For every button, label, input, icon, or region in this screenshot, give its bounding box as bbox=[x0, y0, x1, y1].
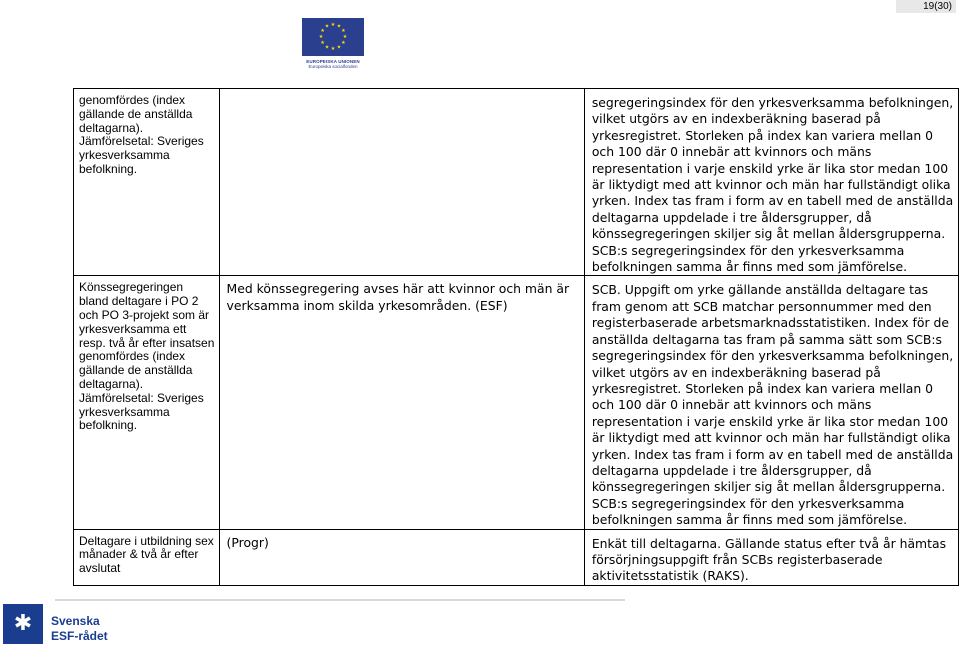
svg-text:★: ★ bbox=[318, 34, 324, 40]
table-cell: (Progr) bbox=[219, 529, 584, 585]
table-row bbox=[74, 529, 959, 585]
svg-text:★: ★ bbox=[342, 34, 348, 40]
indicator-table bbox=[73, 88, 959, 586]
eu-stars-icon bbox=[302, 18, 364, 56]
page-number: 19(30) bbox=[896, 0, 956, 13]
table-cell: Deltagare i utbildning sex månader & två år efter avslutat bbox=[74, 529, 220, 585]
table-cell: Könssegregeringen bland deltagare i PO 2 och PO 3-projekt som är yrkesverksamma ett resp. två år efter insatsen genomfördes (index gällande de anställda deltagarna). Jämförelsetal: Sveriges yrkesverksamma befolkning. bbox=[74, 276, 220, 529]
table-row bbox=[74, 89, 959, 276]
footer-divider bbox=[55, 599, 625, 601]
eu-flag-icon bbox=[302, 18, 364, 56]
svg-text:★: ★ bbox=[336, 23, 342, 30]
eu-logo-line2: Europeiska socialfonden bbox=[308, 64, 358, 69]
svg-text:★: ★ bbox=[320, 40, 325, 46]
eu-logo bbox=[302, 18, 364, 74]
svg-text:★: ★ bbox=[336, 44, 342, 51]
svg-text:★: ★ bbox=[324, 23, 330, 30]
table-row bbox=[74, 276, 959, 529]
table-cell: Enkät till deltagarna. Gällande status efter två år hämtas försörjningsuppgift från SCBs registerbaserade aktivitetsstatistik (RAKS). bbox=[584, 529, 958, 585]
esf-star-icon: ✱ bbox=[3, 604, 43, 644]
table-cell: genomfördes (index gällande de anställda deltagarna). Jämförelsetal: Sveriges yrkesverksamma befolkning. bbox=[74, 89, 220, 276]
table-cell: segregeringsindex för den yrkesverksamma befolkningen, vilket utgörs av en indexberäkning baserad på yrkesregistret. Storleken på index kan variera mellan 0 och 100 där 0 innebär att kvinnors och mäns representation i varje enskild yrke är lika stor medan 100 är liktydigt med att kvinnor och män har fullständigt olika yrken. Index tas fram i form av en tabell med de anställda deltagarna uppdelade i tre åldersgrupper, då könssegregeringen skiljer sig åt mellan åldersgrupperna. SCB:s segregeringsindex för den yrkesverksamma befolkningen samma år finns med som jämförelse. bbox=[584, 89, 958, 276]
svg-text:★: ★ bbox=[320, 28, 325, 34]
table-cell: Med könssegregering avses här att kvinnor och män är verksamma inom skilda yrkesområden. (ESF) bbox=[219, 276, 584, 529]
table-cell: SCB. Uppgift om yrke gällande anställda deltagare tas fram genom att SCB matchar personnummer med den registerbaserade arbetsmarknadsstatistiken. Index för de anställda deltagarna tas fram på samma sätt som SCB:s segregeringsindex för den yrkesverksamma befolkningen, vilket utgörs av en indexberäkning baserad på yrkesregistret. Storleken på index kan variera mellan 0 och 100 där 0 innebär att kvinnors och mäns representation i varje enskild yrke är lika stor medan 100 är liktydigt med att kvinnor och män har fullständigt olika yrken. Index tas fram i form av en tabell med de anställda deltagarna uppdelade i tre åldersgrupper, då könssegregeringen skiljer sig åt mellan åldersgrupperna. SCB:s segregeringsindex för den yrkesverksamma befolkningen samma år finns med som jämförelse. bbox=[584, 276, 958, 529]
esf-logo-line2: ESF-rådet bbox=[51, 629, 108, 643]
svg-text:★: ★ bbox=[330, 22, 336, 28]
table-cell bbox=[219, 89, 584, 276]
svg-text:★: ★ bbox=[324, 44, 330, 51]
svg-text:★: ★ bbox=[330, 46, 336, 52]
eu-logo-line1: EUROPEISKA UNIONEN bbox=[306, 59, 360, 64]
svg-text:★: ★ bbox=[341, 28, 346, 34]
svg-text:★: ★ bbox=[341, 40, 346, 46]
esf-logo bbox=[3, 604, 113, 648]
esf-logo-line1: Svenska bbox=[51, 614, 100, 628]
